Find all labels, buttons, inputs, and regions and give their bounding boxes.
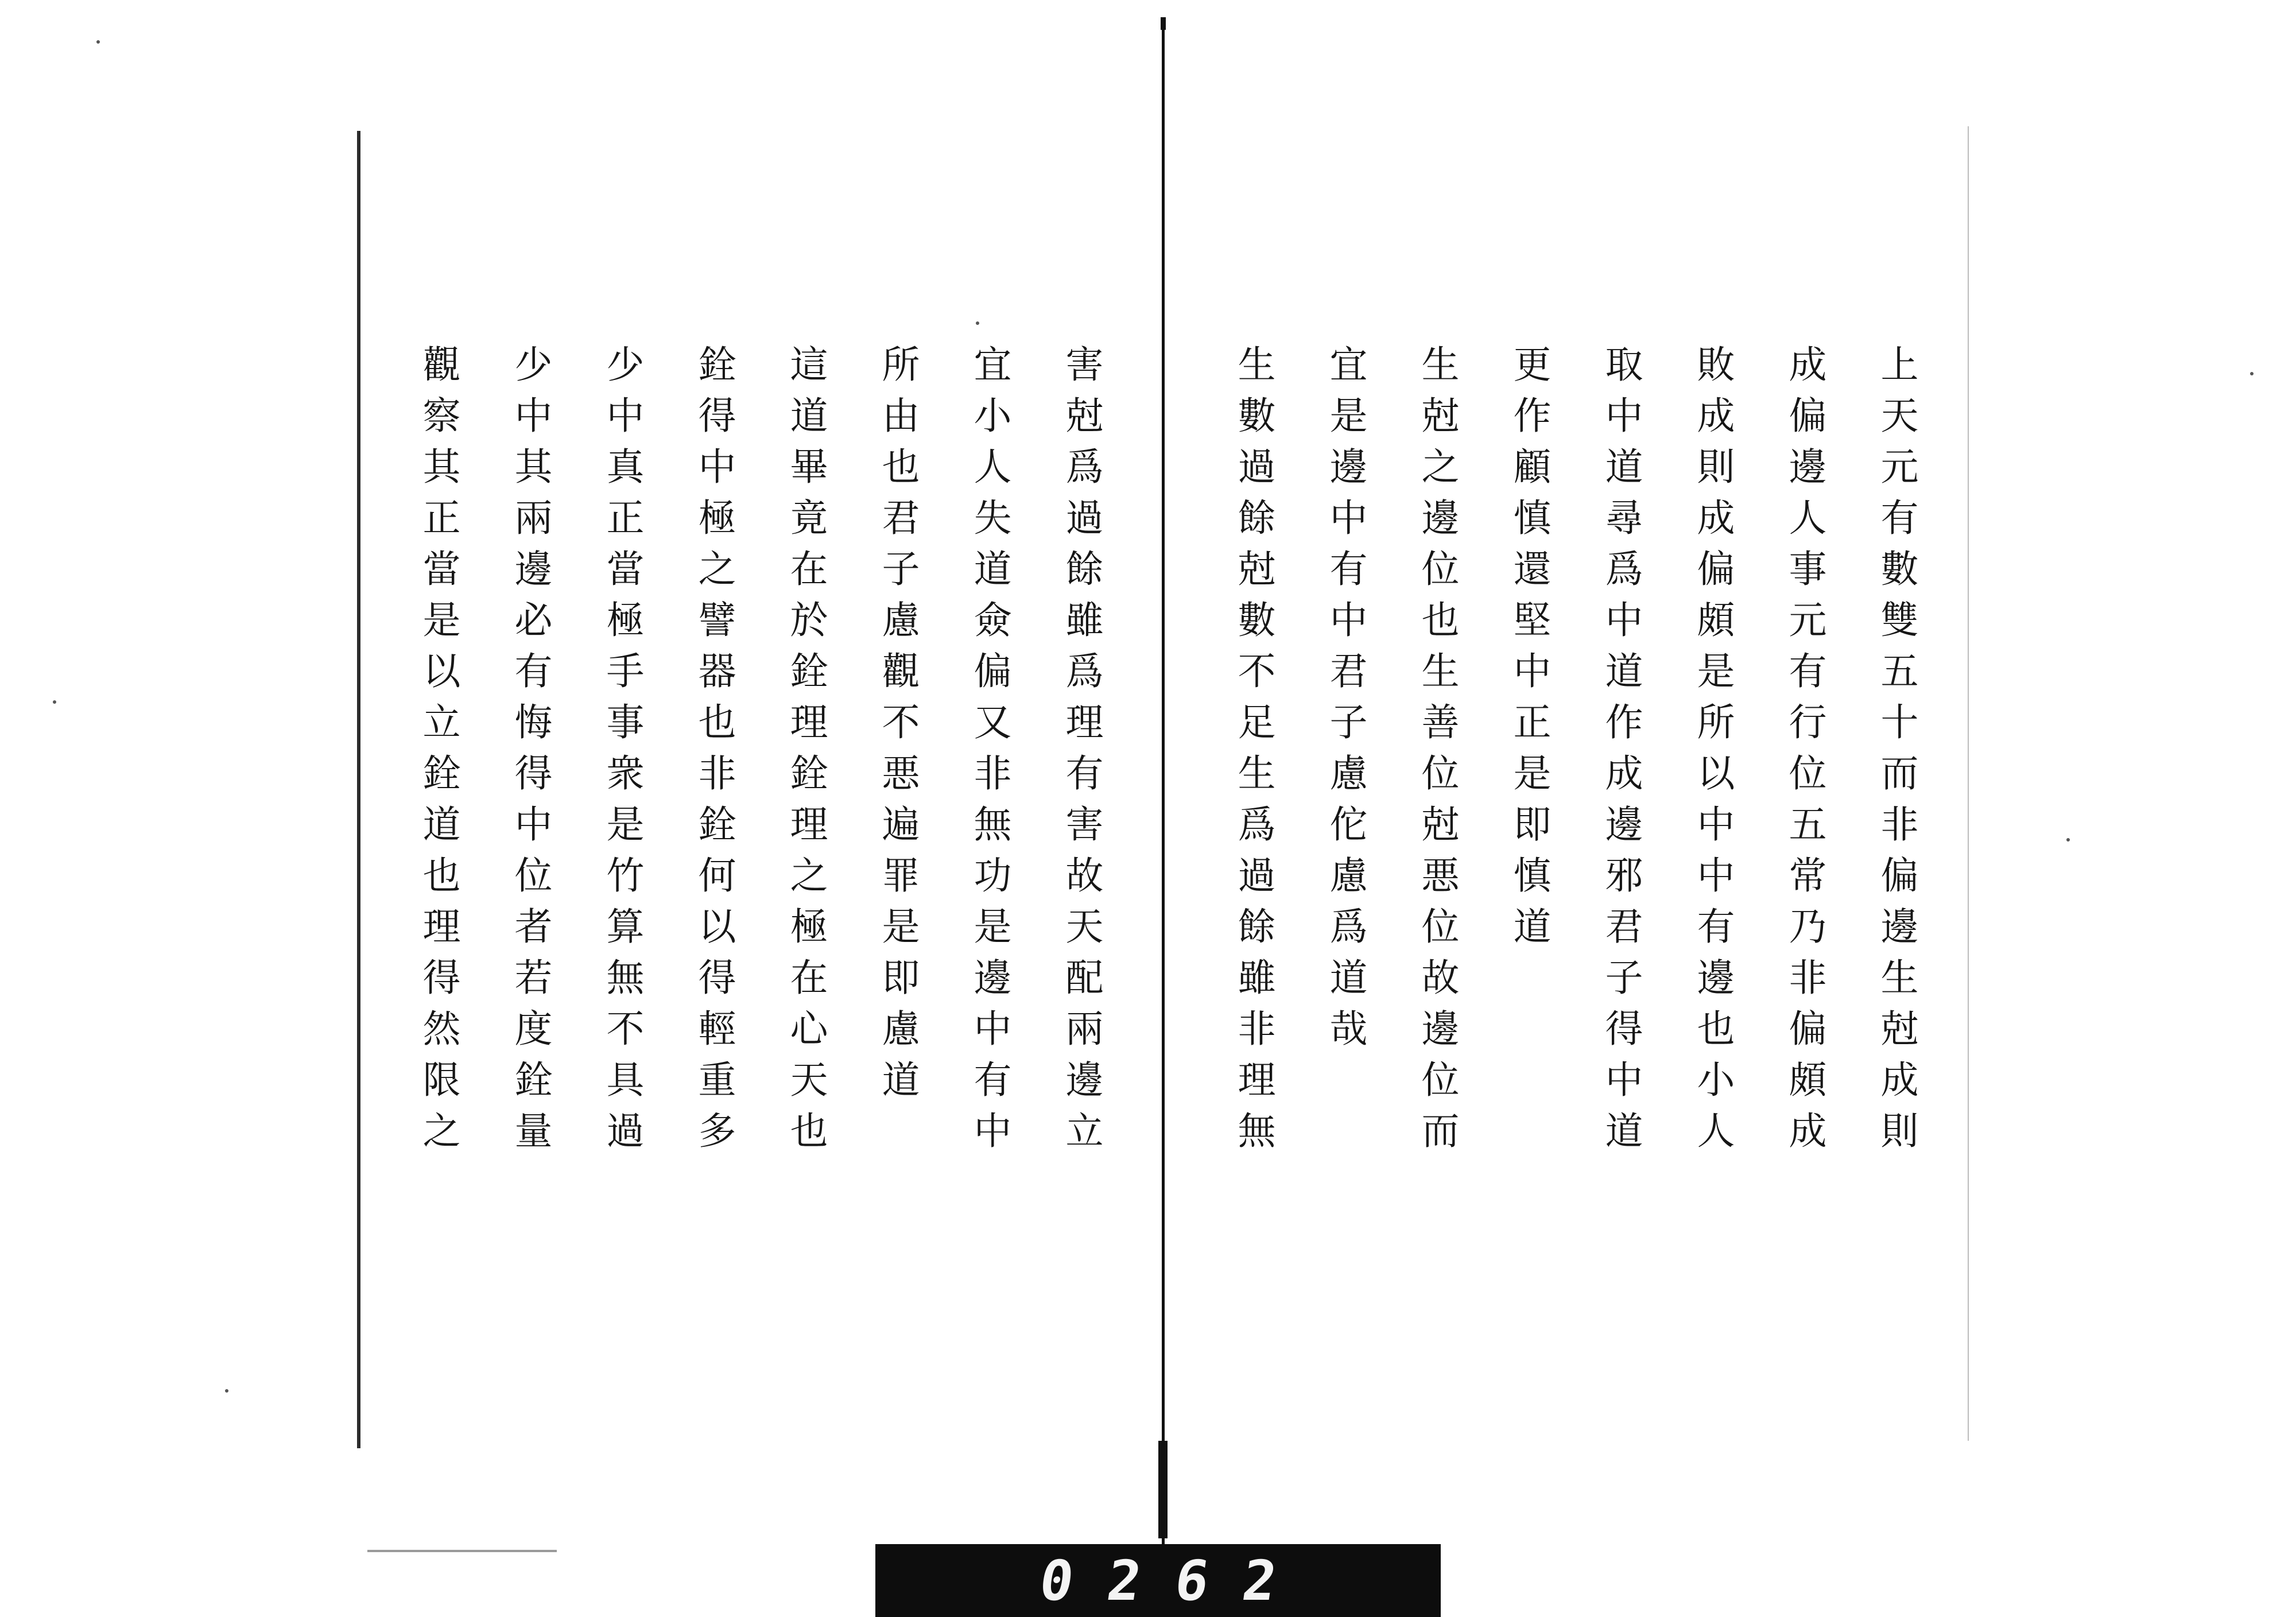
scan-speck: [976, 321, 979, 325]
text-column: 這道畢竟在於銓理銓理之極在心天也: [784, 344, 828, 1162]
text-column: 觀察其正當是以立銓道也理得然限之: [416, 344, 460, 1162]
book-gutter: [1162, 23, 1165, 1561]
bottom-smudge-line: [367, 1550, 557, 1552]
text-column: 生尅之邊位也生善位尅悪位故邊位而: [1415, 344, 1459, 1162]
text-column: 更作顧慎還堅中正是即慎道: [1507, 344, 1551, 957]
left-page: [402, 344, 1148, 1406]
text-column: 生數過餘尅數不足生爲過餘雖非理無: [1231, 344, 1275, 1162]
right-page: [1217, 344, 1963, 1406]
text-column: 敗成則成偏頗是所以中中有邊也小人: [1690, 344, 1735, 1162]
scan-speck: [53, 700, 56, 704]
text-column: 少中真正當極手事衆是竹算無不具過: [600, 344, 644, 1162]
text-column: 害尅爲過餘雖爲理有害故天配兩邊立: [1059, 344, 1103, 1162]
scan-speck: [2066, 838, 2070, 842]
scan-speck: [96, 40, 100, 44]
scan-speck: [2250, 372, 2254, 375]
text-column: 少中其兩邊必有悔得中位者若度銓量: [508, 344, 552, 1162]
scan-speck: [225, 1389, 228, 1393]
text-column: 成偏邊人事元有行位五常乃非偏頗成: [1782, 344, 1826, 1162]
text-column: 上天元有數雙五十而非偏邊生尅成則: [1874, 344, 1918, 1162]
gutter-binding-shadow: [1158, 1441, 1168, 1538]
text-column: 宜是邊中有中君子慮佗慮爲道哉: [1323, 344, 1367, 1060]
left-page-edge: [357, 131, 360, 1448]
right-page-edge: [1968, 126, 1969, 1441]
page-number: 0262: [1035, 1548, 1315, 1613]
text-column: 取中道尋爲中道作成邊邪君子得中道: [1599, 344, 1643, 1162]
text-column: 所由也君子慮觀不悪遍罪是即慮道: [875, 344, 920, 1111]
page-number-label: [875, 1544, 1441, 1617]
text-column: 銓得中極之譬器也非銓何以得輕重多: [692, 344, 736, 1162]
text-column: 宜小人失道僉偏又非無功是邊中有中: [967, 344, 1011, 1162]
